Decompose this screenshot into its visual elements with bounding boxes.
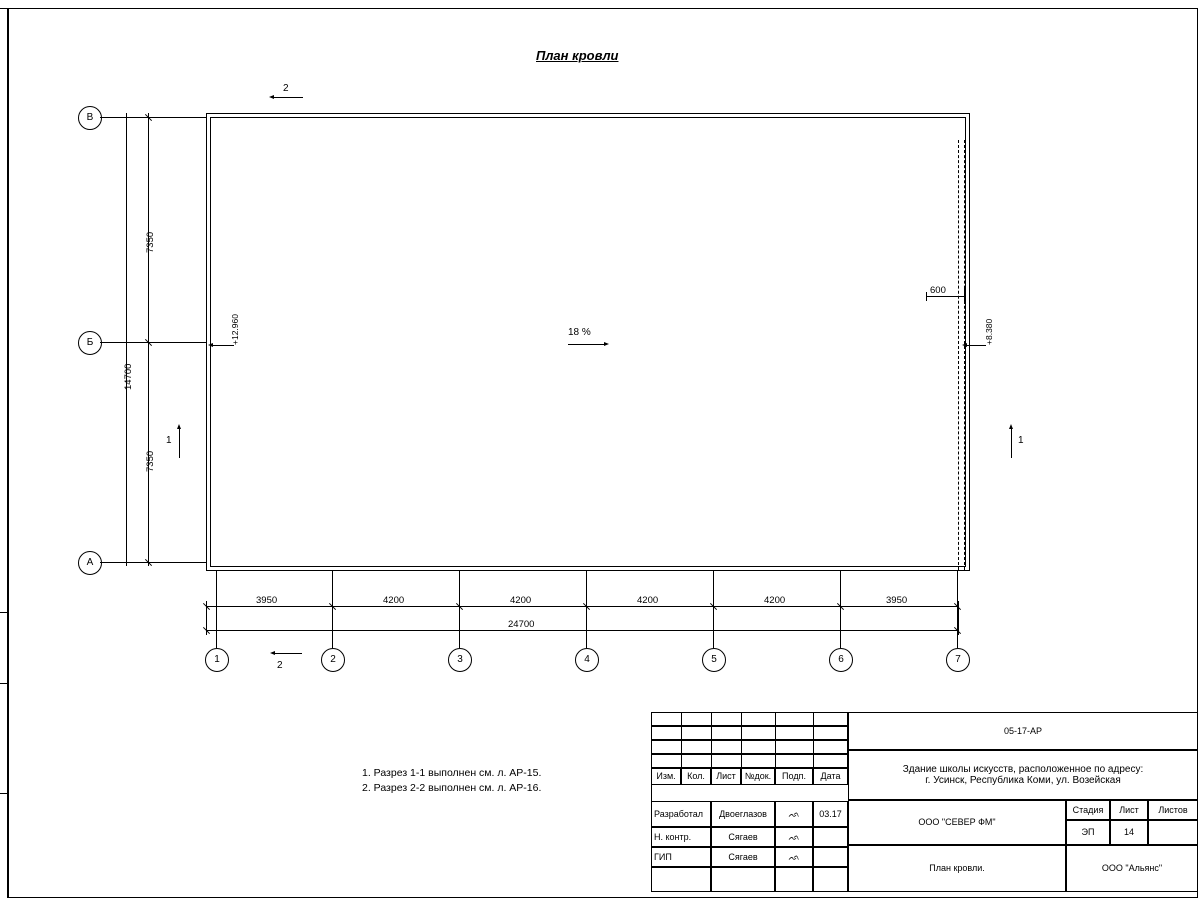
stamp-date-nkontr <box>813 827 848 847</box>
dim-600-line <box>926 296 964 297</box>
axis-bubble-h-1: 1 <box>205 648 229 672</box>
stamp-date-gip <box>813 847 848 867</box>
elev-arrow-left <box>208 343 213 347</box>
elev-leader-left <box>212 345 234 346</box>
dim-v-7350-lower: 7350 <box>145 450 156 472</box>
rev-grid-sep-3 <box>741 712 742 768</box>
dim-h-4200-4: 4200 <box>764 595 786 606</box>
roof-outline-inner <box>210 117 966 567</box>
section-1-left-line <box>179 428 180 458</box>
dim-h-4200-2: 4200 <box>510 595 532 606</box>
axis-bubble-h-3: 3 <box>448 648 472 672</box>
section-1-left-arrow <box>177 424 181 429</box>
axis-bubble-v-1: В <box>78 106 102 130</box>
stamp-sheet-name: План кровли. <box>848 845 1066 892</box>
dim-h-3950-right: 3950 <box>886 595 908 606</box>
axis-bubble-v-3: А <box>78 551 102 575</box>
stamp-sign-razrabotal: ᨒ <box>775 801 813 827</box>
section-1-right-arrow <box>1009 424 1013 429</box>
rev-grid-sep-1 <box>681 712 682 768</box>
axis-leader-h-1 <box>216 571 217 648</box>
axis-line-v-2 <box>100 342 206 343</box>
notes-block <box>362 766 541 796</box>
stamp-list-value: 14 <box>1110 820 1148 845</box>
dim-chain-v-inner <box>148 113 149 566</box>
elevation-mark-right: +8.380 <box>984 318 994 345</box>
stamp-lists-header: Листов <box>1148 800 1198 820</box>
roof-dashed-line-2 <box>964 140 965 570</box>
stamp-name-razrabotal: Двоеглазов <box>711 801 775 827</box>
dim-chain-v-outer <box>126 113 127 566</box>
rev-grid-sep-4 <box>775 712 776 768</box>
rev-grid-sep-2 <box>711 712 712 768</box>
note-line-1: 1. Разрез 1-1 выполнен см. л. АР-15. <box>362 767 542 779</box>
margin-tick-bottom <box>0 793 8 794</box>
dim-600-text: 600 <box>930 285 946 296</box>
slope-arrow-line <box>568 344 606 345</box>
rev-grid-sep-5 <box>813 712 814 768</box>
stamp-role-nkontr: Н. контр. <box>651 827 711 847</box>
object-line-2: г. Усинск, Республика Коми, ул. Возейская <box>925 775 1121 786</box>
stamp-doc-code: 05-17-АР <box>848 712 1198 750</box>
dim-chain-h-outer <box>206 630 958 631</box>
elev-arrow-right <box>962 343 967 347</box>
stamp-organization: ООО "Альянс" <box>1066 845 1198 892</box>
dim-h-4200-3: 4200 <box>637 595 659 606</box>
stamp-role-empty <box>651 867 711 892</box>
stamp-col-header-podp: Подп. <box>775 768 813 785</box>
slope-arrow-head <box>604 342 609 346</box>
dim-v-7350-upper: 7350 <box>145 231 156 253</box>
axis-bubble-h-4: 4 <box>575 648 599 672</box>
axis-bubble-h-6: 6 <box>829 648 853 672</box>
stamp-name-gip: Сягаев <box>711 847 775 867</box>
stamp-object-description <box>848 750 1198 800</box>
section-mark-1-left: 1 <box>166 435 172 446</box>
dim-h-total-24700: 24700 <box>508 619 535 630</box>
stamp-lists-value <box>1148 820 1198 845</box>
stamp-sign-empty <box>775 867 813 892</box>
stamp-company: ООО "СЕВЕР ФМ" <box>848 800 1066 845</box>
margin-tick-mid <box>0 612 8 613</box>
slope-label: 18 % <box>568 327 591 338</box>
elev-leader-right <box>966 345 986 346</box>
section-1-right-line <box>1011 428 1012 458</box>
section-mark-2-top: 2 <box>283 83 289 94</box>
axis-bubble-h-7: 7 <box>946 648 970 672</box>
roof-dashed-line-1 <box>958 140 959 570</box>
note-line-2: 2. Разрез 2-2 выполнен см. л. АР-16. <box>362 782 542 794</box>
stamp-date-razrabotal: 03.17 <box>813 801 848 827</box>
stamp-name-nkontr: Сягаев <box>711 827 775 847</box>
stamp-list-header: Лист <box>1110 800 1148 820</box>
dim-v-total-14700: 14700 <box>123 363 134 390</box>
sheet-left-margin <box>0 8 8 898</box>
axis-line-v-3 <box>100 562 206 563</box>
stamp-sign-nkontr: ᨒ <box>775 827 813 847</box>
section-2-top-line <box>273 97 303 98</box>
page-title: План кровли <box>536 48 619 63</box>
dim-h-3950-left: 3950 <box>256 595 278 606</box>
stamp-col-header-izm: Изм. <box>651 768 681 785</box>
object-line-1: Здание школы искусств, расположенное по адресу: <box>902 764 1144 775</box>
dim-600-bound-right <box>964 288 965 304</box>
margin-tick-top <box>0 8 8 9</box>
dim-h-4200-1: 4200 <box>383 595 405 606</box>
section-2-bottom-arrow <box>270 651 275 655</box>
stamp-col-header-ndok: №док. <box>741 768 775 785</box>
stamp-col-header-data: Дата <box>813 768 848 785</box>
stamp-stage-header: Стадия <box>1066 800 1110 820</box>
elevation-mark-left: +12.960 <box>230 314 240 345</box>
section-mark-2-bottom: 2 <box>277 660 283 671</box>
margin-tick-low <box>0 683 8 684</box>
axis-bubble-h-5: 5 <box>702 648 726 672</box>
axis-bubble-v-2: Б <box>78 331 102 355</box>
dim-chain-h-inner <box>206 606 958 607</box>
section-2-top-arrow <box>269 95 274 99</box>
stamp-sign-gip: ᨒ <box>775 847 813 867</box>
stamp-name-empty <box>711 867 775 892</box>
section-2-bottom-line <box>274 653 302 654</box>
stamp-role-razrabotal: Разработал <box>651 801 711 827</box>
stamp-col-header-list: Лист <box>711 768 741 785</box>
dim-600-bound-left <box>926 292 927 301</box>
axis-line-v-1 <box>100 117 206 118</box>
stamp-role-gip: ГИП <box>651 847 711 867</box>
title-block <box>651 712 1198 892</box>
axis-bubble-h-2: 2 <box>321 648 345 672</box>
stamp-date-empty <box>813 867 848 892</box>
section-mark-1-right: 1 <box>1018 435 1024 446</box>
stamp-stage-value: ЭП <box>1066 820 1110 845</box>
stamp-col-header-kol: Кол. <box>681 768 711 785</box>
